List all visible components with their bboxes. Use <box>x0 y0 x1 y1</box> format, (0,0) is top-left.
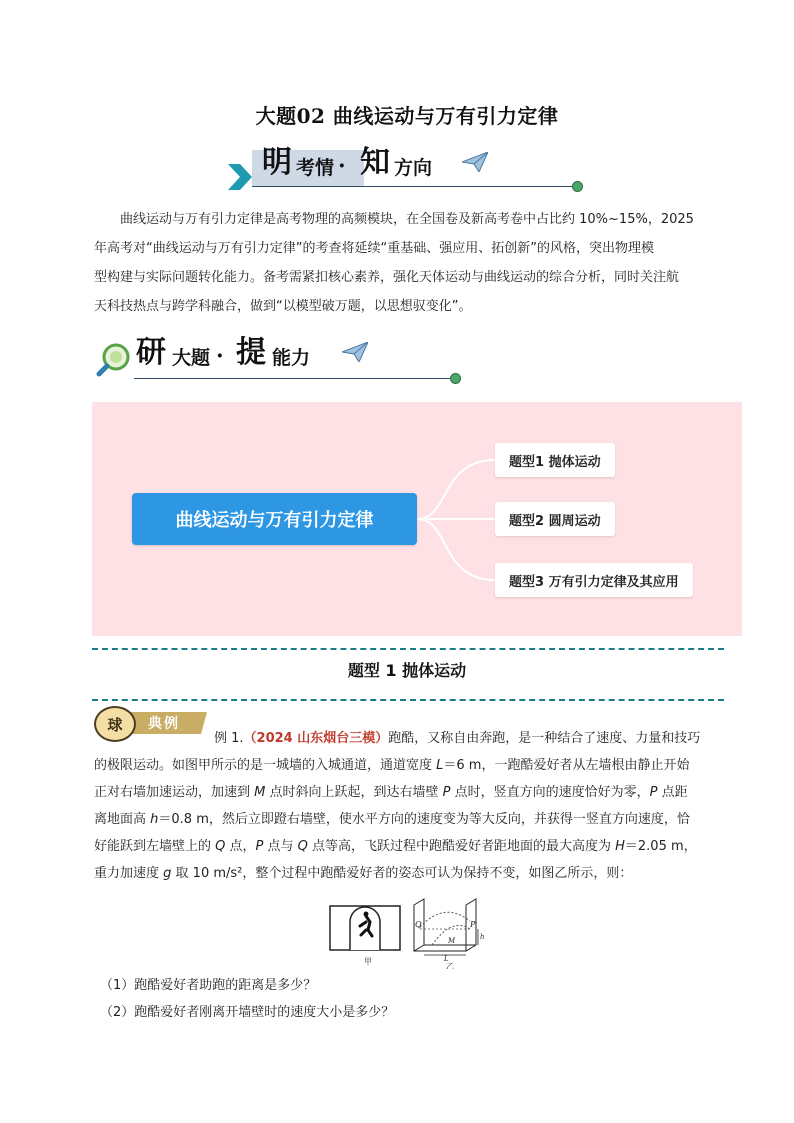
banner-big-char-2: 提 <box>236 335 266 370</box>
question-2: （2）跑酷爱好者刚离开墙壁时的速度大小是多少？ <box>100 1005 395 1020</box>
question-1: （1）跑酷爱好者助跑的距离是多少？ <box>100 978 317 993</box>
badge-circle <box>94 706 136 742</box>
example-line-1 <box>94 725 724 752</box>
var-h: h <box>150 812 159 827</box>
example-text: 跑酷，又称自由奔跑，是一种结合了速度、力量和技巧 <box>388 731 701 746</box>
intro-line-4: 天科技热点与跨学科融合，做到“以模型破万题，以思想驭变化”。 <box>94 299 472 314</box>
dashed-divider-top <box>92 648 724 650</box>
example-text: 的极限运动。如图甲所示的是一城墙的入城通道，通道宽度 <box>94 758 437 773</box>
example-text: 点等高，飞跃过程中跑酷爱好者距地面的最大高度为 <box>307 839 616 854</box>
example-text: 好能跃到左墙壁上的 <box>94 839 216 854</box>
example-text: 取 10 m/s²，整个过程中跑酷爱好者的姿态可认为保持不变，如图乙所示，则： <box>171 866 633 881</box>
example-text: 点， <box>225 839 256 854</box>
banner-big-char-2: 知 <box>360 145 390 180</box>
example-text: 点距 <box>657 785 688 800</box>
fig-label-L: L <box>444 955 449 963</box>
fig-label-P: P <box>470 920 476 929</box>
example-text: 点与 <box>263 839 298 854</box>
example-line-5 <box>94 833 724 860</box>
example-text: ＝0.8 m，然后立即蹬右墙壁，使水平方向的速度变为等大反向，并获得一竖直方向速度，恰 <box>158 812 690 827</box>
mind-map-branch-2: 题型2 圆周运动 <box>495 502 615 536</box>
example-paragraph <box>94 725 724 887</box>
intro-line-3: 型构建与实际问题转化能力。备考需紧扣核心素养，强化天体运动与曲线运动的综合分析，同时关注航 <box>94 270 680 285</box>
var-P: P <box>442 785 451 800</box>
page-title: 大题02 曲线运动与万有引力定律 <box>255 104 559 128</box>
figure-yi <box>410 897 490 969</box>
example-text: 离地面高 <box>94 812 151 827</box>
var-g: g <box>163 866 172 881</box>
example-text: 重力加速度 <box>94 866 164 881</box>
banner-big-char-1: 研 <box>136 335 166 370</box>
example-line-6 <box>94 860 724 887</box>
var-Q: Q <box>215 839 226 854</box>
example-text: 正对右墙加速运动，加速到 <box>94 785 255 800</box>
var-P: P <box>649 785 658 800</box>
mind-map-center-node: 曲线运动与万有引力定律 <box>132 493 417 545</box>
banner-word-1: 大题 <box>172 347 211 369</box>
var-L: L <box>436 758 444 773</box>
fig-label-Q: Q <box>415 920 422 929</box>
intro-line-2: 年高考对“曲线运动与万有引力定律”的考查将延续“重基础、强应用、拓创新”的风格，突出物理模 <box>94 241 654 256</box>
example-line-4 <box>94 806 724 833</box>
example-prefix: 例 1. <box>214 731 244 746</box>
subsection-title: 题型 1 抛体运动 <box>347 661 467 680</box>
fig-label-yi: 乙 <box>446 962 454 969</box>
banner-word-2: 方向 <box>394 157 433 179</box>
example-line-2 <box>94 752 724 779</box>
example-text: 点时斜向上跃起，到达右墙壁 <box>265 785 443 800</box>
example-line-3 <box>94 779 724 806</box>
banner-word-2: 能力 <box>272 347 311 369</box>
badge-circle-char: 球 <box>107 715 123 734</box>
var-M: M <box>254 785 266 800</box>
banner-big-char-1: 明 <box>262 145 292 180</box>
badge-tab-label: 典例 <box>148 716 180 732</box>
mind-map-branch-1: 题型1 抛体运动 <box>495 443 615 477</box>
figure-jia <box>328 902 404 966</box>
fig-label-h: h <box>480 933 485 941</box>
example-text: ＝2.05 m， <box>624 839 697 854</box>
example-text: ＝6 m，一跑酷爱好者从左墙根由静止开始 <box>443 758 690 773</box>
example-source: （2024 山东烟台三模） <box>243 731 389 746</box>
var-H: H <box>615 839 625 854</box>
intro-line-1: 曲线运动与万有引力定律是高考物理的高频模块，在全国卷及新高考卷中占比约 10%~15%，2025 <box>120 212 694 227</box>
dashed-divider-bottom <box>92 699 724 701</box>
example-text: 点时，竖直方向的速度恰好为零， <box>450 785 650 800</box>
banner-dot-sep: · <box>338 153 346 179</box>
var-P: P <box>255 839 264 854</box>
mind-map-branch-3: 题型3 万有引力定律及其应用 <box>495 563 693 597</box>
fig-label-jia: 甲 <box>364 957 372 966</box>
var-Q: Q <box>297 839 308 854</box>
banner-dot-sep: · <box>216 343 224 369</box>
fig-label-M: M <box>448 937 456 945</box>
banner-word-1: 考情 <box>296 157 335 179</box>
